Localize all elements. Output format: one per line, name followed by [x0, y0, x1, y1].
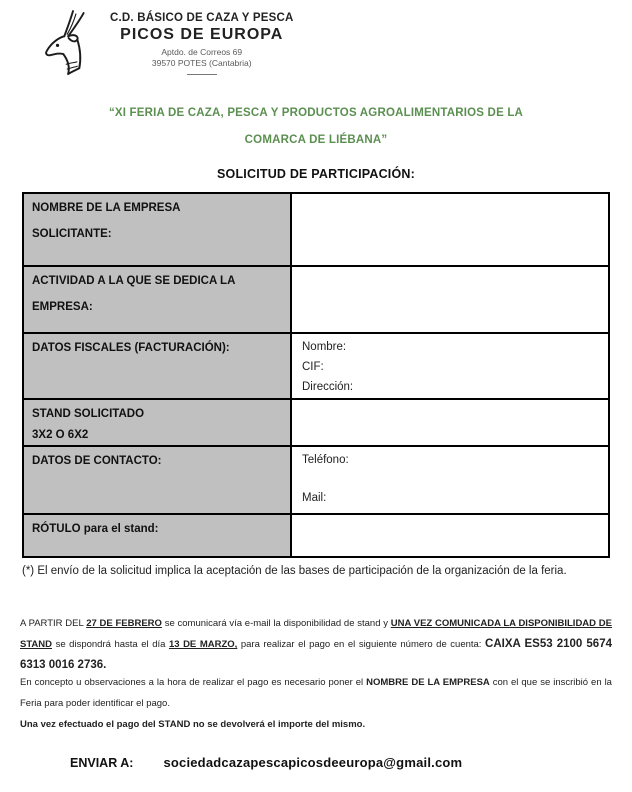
- label-cell-actividad: [23, 266, 291, 333]
- no-refund-notice: Una vez efectuado el pago del STAND no se devolverá el importe del mismo.: [20, 719, 366, 730]
- label-text: ACTIVIDAD A LA QUE SE DEDICA LA: [32, 275, 236, 287]
- form-heading: SOLICITUD DE PARTICIPACIÓN:: [217, 167, 415, 181]
- send-to-label: ENVIAR A:: [70, 756, 134, 770]
- label-text: 3X2 O 6X2: [32, 429, 89, 441]
- field-nombre-empresa[interactable]: [291, 193, 609, 266]
- club-name-line1: C.D. BÁSICO DE CAZA Y PESCA: [110, 12, 294, 24]
- field-contacto[interactable]: [291, 446, 609, 514]
- table-row: [23, 266, 609, 333]
- table-row: [23, 399, 609, 446]
- date-27-febrero: 27 DE FEBRERO: [86, 618, 162, 629]
- label-text: DATOS FISCALES (FACTURACIÓN):: [32, 342, 230, 354]
- payment-terms-paragraph: [20, 613, 612, 676]
- field-sublabel-direccion: Dirección:: [302, 381, 354, 393]
- field-actividad[interactable]: [291, 266, 609, 333]
- bank-account-number: CAIXA ES53 2100 5674 6313 0016 2736.: [20, 638, 612, 671]
- payment-text: se comunicará vía e-mail la disponibilidad de stand y: [161, 618, 391, 629]
- table-row: [23, 446, 609, 514]
- chamois-goat-icon: [44, 8, 102, 78]
- fair-title-line2: COMARCA DE LIÉBANA”: [244, 134, 388, 146]
- payment-text: para realizar el pago en el siguiente número de cuenta:: [237, 639, 486, 650]
- contact-email: sociedadcazapescapicosdeeuropa@gmail.com: [163, 755, 463, 770]
- participation-form-table: [22, 192, 610, 558]
- field-sublabel-telefono: Teléfono:: [302, 454, 349, 466]
- label-cell-contacto: [23, 446, 291, 514]
- spacer: [302, 466, 600, 492]
- field-sublabel-cif: CIF:: [302, 361, 324, 373]
- label-text: SOLICITANTE:: [32, 228, 112, 240]
- label-text: RÓTULO para el stand:: [32, 523, 159, 535]
- field-datos-fiscales[interactable]: [291, 333, 609, 399]
- club-address-line1: Aptdo. de Correos 69: [161, 47, 243, 57]
- concept-text: En concepto u observaciones a la hora de realizar el pago es necesario poner el: [20, 677, 367, 688]
- date-13-marzo: 13 DE MARZO,: [168, 639, 238, 650]
- payment-concept-paragraph: [20, 672, 612, 735]
- field-stand[interactable]: [291, 399, 609, 446]
- club-name-line2: PICOS DE EUROPA: [120, 26, 284, 43]
- stand-availability-emphasis: UNA VEZ COMUNICADA LA DISPONIBILIDAD DE STAND: [20, 618, 612, 650]
- concept-text: con el que se inscribió en la Feria para poder identificar el pago.: [20, 677, 612, 709]
- field-sublabel-mail: Mail:: [302, 492, 327, 504]
- payment-text: se dispondrá hasta el día: [52, 639, 169, 650]
- fair-title-line1: “XI FERIA DE CAZA, PESCA Y PRODUCTOS AGROALIMENTARIOS DE LA: [108, 107, 524, 119]
- label-cell-stand: [23, 399, 291, 446]
- label-cell-datos-fiscales: [23, 333, 291, 399]
- company-name-emphasis: NOMBRE DE LA EMPRESA: [366, 677, 490, 688]
- table-row: [23, 193, 609, 266]
- label-text: STAND SOLICITADO: [32, 408, 145, 420]
- label-text: NOMBRE DE LA EMPRESA: [32, 202, 181, 214]
- club-address-line2: 39570 POTES (Cantabria): [151, 58, 252, 69]
- field-rotulo[interactable]: [291, 514, 609, 557]
- footnote-acceptance: (*) El envío de la solicitud implica la aceptación de las bases de participación de la organización de la feria.: [22, 565, 567, 577]
- send-to-line: [70, 755, 462, 770]
- payment-text: A PARTIR DEL: [20, 618, 87, 629]
- label-text: EMPRESA:: [32, 301, 93, 313]
- field-sublabel-nombre: Nombre:: [302, 341, 347, 353]
- label-cell-rotulo: [23, 514, 291, 557]
- fair-title: [30, 100, 602, 154]
- club-logo: [44, 8, 293, 78]
- label-cell-nombre-empresa: [23, 193, 291, 266]
- logo-divider-dash: [187, 74, 217, 75]
- table-row: [23, 333, 609, 399]
- club-logo-text: [110, 8, 293, 75]
- label-text: DATOS DE CONTACTO:: [32, 455, 162, 467]
- table-row: [23, 514, 609, 557]
